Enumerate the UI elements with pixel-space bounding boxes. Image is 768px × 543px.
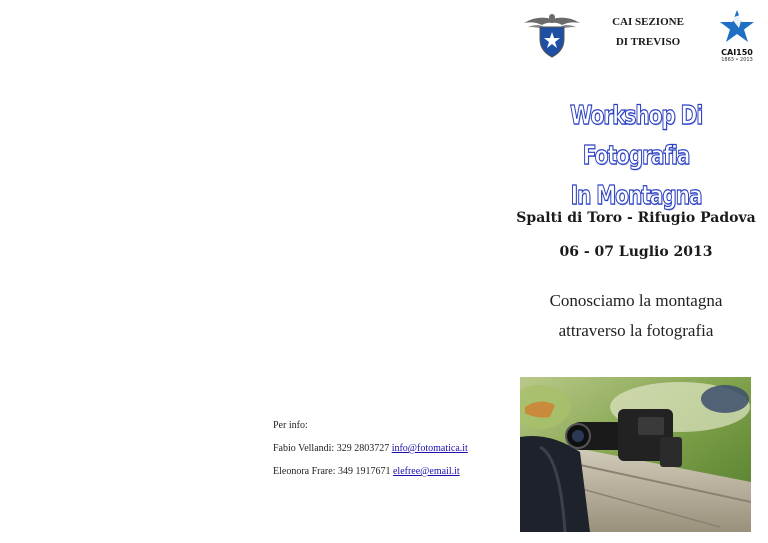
info-heading: Per info:	[273, 420, 308, 431]
location-text: Spalti di Toro - Rifugio Padova	[516, 210, 756, 226]
cai150-logo	[714, 8, 760, 62]
camera-on-log-photo	[520, 377, 751, 532]
title-line-1: Workshop Di Fotografia	[569, 101, 702, 171]
cai-eagle-logo-icon	[522, 9, 582, 59]
tagline-line-2: attraverso la fotografia	[558, 321, 714, 340]
tagline	[505, 286, 767, 346]
contact-info	[273, 420, 468, 489]
workshop-title	[534, 96, 738, 216]
contact-row	[273, 466, 468, 489]
tagline-line-1: Conosciamo la montagna	[549, 291, 723, 310]
contact-email-link[interactable]: elefree@email.it	[392, 466, 460, 477]
contact-name-phone: Eleonora Frare: 349 1917671	[273, 466, 393, 477]
org-line-2: DI TREVISO	[615, 36, 681, 48]
cai150-logo-text: CAI150	[721, 48, 753, 57]
org-line-1: CAI SEZIONE	[612, 16, 684, 28]
contact-row	[273, 443, 468, 466]
contact-email-link[interactable]: info@fotomatica.it	[391, 443, 468, 454]
cai150-years: 1863 • 2013	[721, 57, 753, 63]
contact-name-phone: Fabio Vellandi: 329 2803727	[273, 443, 392, 454]
title-line-2: In Montagna	[570, 181, 702, 211]
star-icon	[714, 8, 760, 44]
organization-header	[590, 12, 706, 52]
dates-text: 06 - 07 Luglio 2013	[559, 244, 713, 260]
